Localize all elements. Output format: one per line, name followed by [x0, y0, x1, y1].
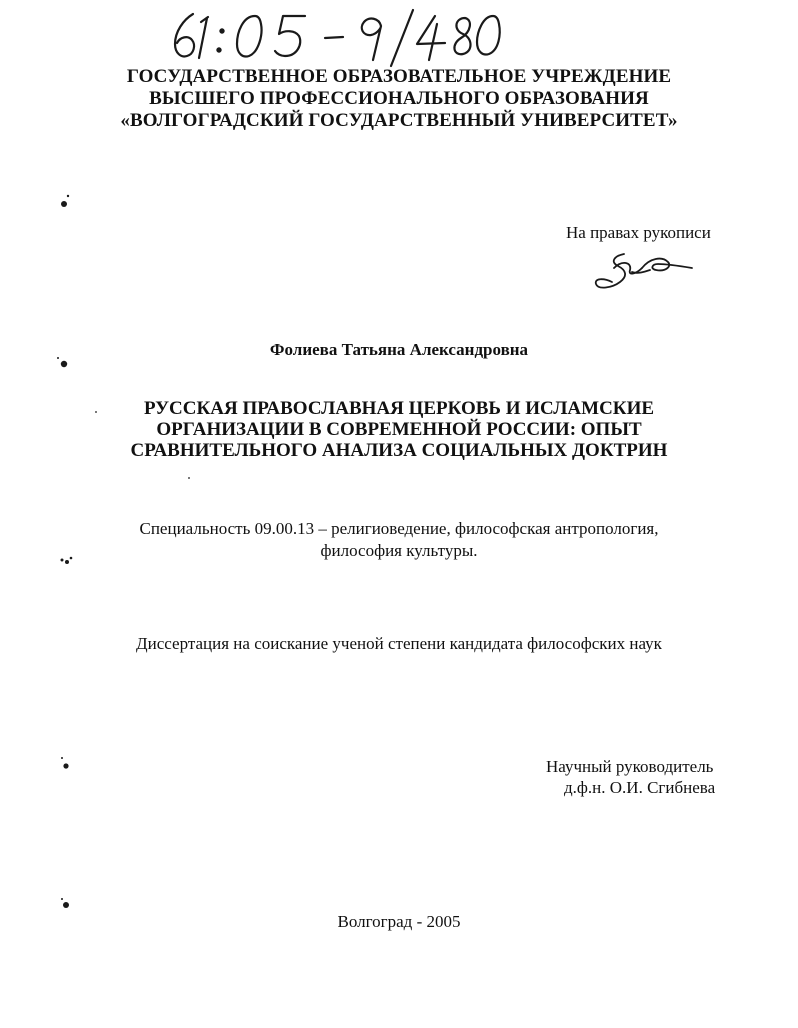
- specialty-line-2: философия культуры.: [320, 541, 478, 560]
- dissertation-statement: Диссертация на соискание ученой степени кандидата философских наук: [136, 634, 662, 653]
- archive-number-text: [165, 10, 505, 58]
- city-year: Волгоград - 2005: [337, 912, 461, 931]
- specialty-line-1: Специальность 09.00.13 – религиоведение, философская антропология,: [139, 519, 659, 538]
- institution-line-1: ГОСУДАРСТВЕННОЕ ОБРАЗОВАТЕЛЬНОЕ УЧРЕЖДЕНИЕ: [126, 66, 672, 87]
- thesis-title-line-2: ОРГАНИЗАЦИИ В СОВРЕМЕННОЙ РОССИИ: ОПЫТ: [156, 419, 642, 440]
- thesis-title-line-3: СРАВНИТЕЛЬНОГО АНАЛИЗА СОЦИАЛЬНЫХ ДОКТРИН: [130, 440, 668, 461]
- supervisor-name: д.ф.н. О.И. Сгибнева: [564, 778, 716, 797]
- archive-number-handwritten: [165, 6, 505, 68]
- institution-line-2: ВЫСШЕГО ПРОФЕССИОНАЛЬНОГО ОБРАЗОВАНИЯ: [149, 88, 649, 109]
- thesis-title-line-1: РУССКАЯ ПРАВОСЛАВНАЯ ЦЕРКОВЬ И ИСЛАМСКИЕ: [143, 398, 655, 419]
- author-name: Фолиева Татьяна Александровна: [269, 340, 529, 359]
- supervisor-role: Научный руководитель: [546, 757, 714, 776]
- institution-line-3: «ВОЛГОГРАДСКИЙ ГОСУДАРСТВЕННЫЙ УНИВЕРСИТЕТ»: [120, 110, 678, 131]
- manuscript-note: На правах рукописи: [566, 223, 711, 242]
- signature-strokes: [592, 248, 702, 300]
- signature: [592, 248, 702, 300]
